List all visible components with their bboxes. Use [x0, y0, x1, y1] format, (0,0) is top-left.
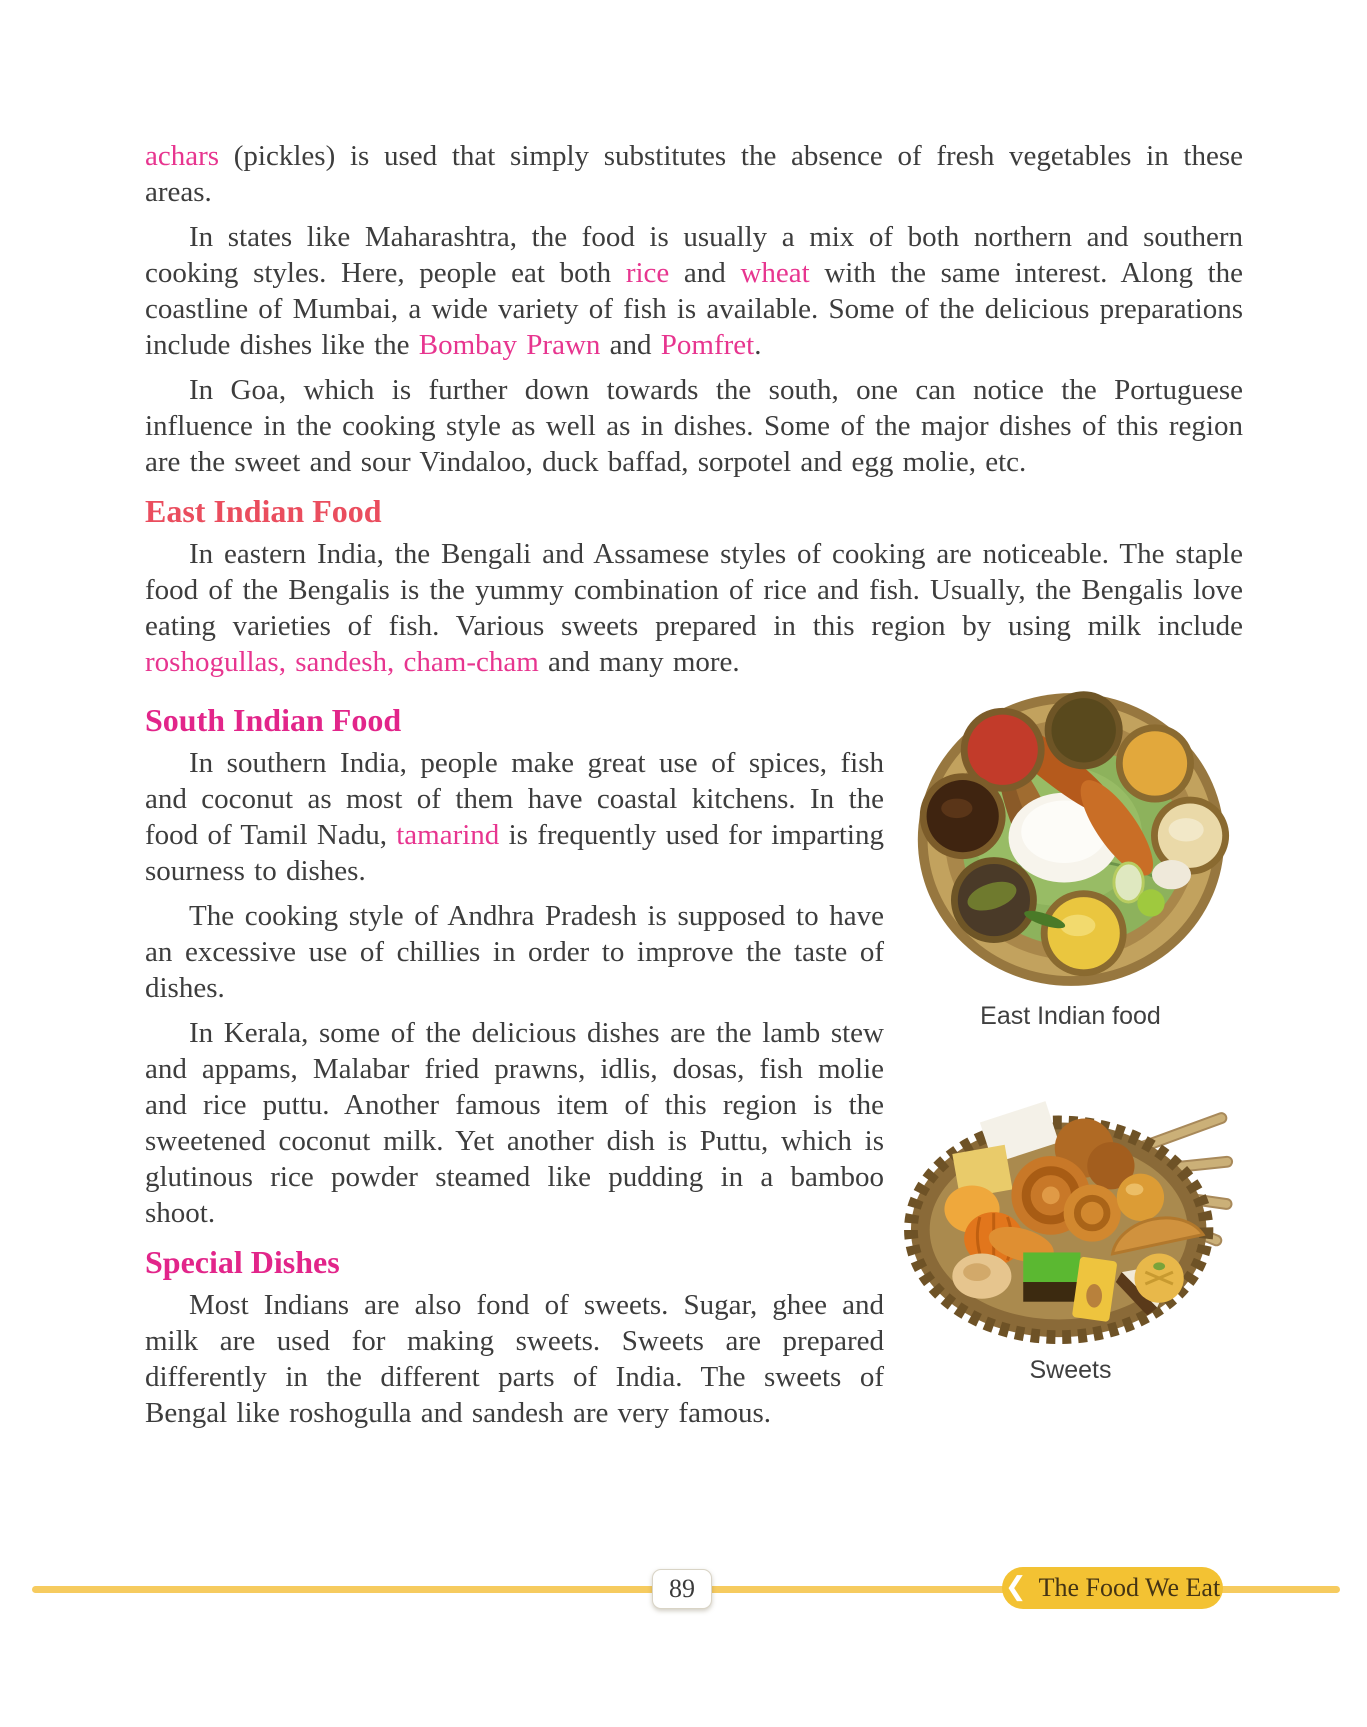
page-body-text [145, 138, 1243, 1440]
highlighted-term-tamarind: tamarind [396, 819, 500, 851]
paragraph-maharashtra [145, 219, 1243, 363]
text-run: is frequently used for imparting sourness to dishes. [145, 819, 884, 887]
sweets-plate-image [901, 1087, 1241, 1348]
wrapped-text-column [145, 689, 884, 1440]
section-heading-east-indian-food: East Indian Food [145, 493, 382, 529]
highlighted-term-wheat: wheat [740, 257, 810, 289]
paragraph-sweets: Most Indians are also fond of sweets. Sugar, ghee and milk are used for making sweets. Sweets are prepared differently in the different parts of India. The sweets of Bengal like roshogulla and sandesh are very famous. [145, 1289, 884, 1429]
text-run: and [669, 257, 741, 289]
paragraph-eastern-india [145, 536, 1243, 680]
highlighted-term-bengali-sweets: roshogullas, sandesh, cham-cham [145, 646, 539, 678]
page-number-badge [652, 1569, 712, 1609]
text-run: (pickles) is used that simply substitutes the absence of fresh vegetables in these areas. [145, 140, 1243, 208]
text-run: . [754, 329, 762, 361]
text-run: In southern India, people make great use of spices, fish and coconut as most of them have coastal kitchens. In the food of Tamil Nadu, [145, 747, 884, 851]
section-heading-special-dishes: Special Dishes [145, 1244, 340, 1280]
figure-caption-sweets: Sweets [1029, 1356, 1112, 1384]
text-run: and many more. [538, 646, 740, 678]
section-heading-south-indian-food: South Indian Food [145, 702, 402, 738]
text-run: and [600, 329, 661, 361]
east-indian-thali-image [910, 689, 1232, 994]
figure-caption-east-indian-food: East Indian food [980, 1002, 1161, 1030]
paragraph-goa: In Goa, which is further down towards the south, one can notice the Portuguese influence in the cooking style as well as in dishes. Some of the major dishes of this region are the sweet and sour Vindaloo, duck baffad, sorpotel and egg molie, etc. [145, 374, 1243, 478]
paragraph-achars [145, 138, 1243, 210]
text-and-figures-row [145, 689, 1243, 1440]
text-run: with the same interest. Along the coastline of Mumbai, a wide variety of fish is available. Some of the delicious preparations include dishes like the [145, 257, 1244, 361]
highlighted-term-bombay-prawn: Bombay Prawn [418, 329, 601, 361]
chapter-title-label: The Food We Eat [1038, 1573, 1221, 1602]
paragraph-southern-india [145, 745, 884, 889]
figure-sweets [901, 1087, 1241, 1385]
text-run: In eastern India, the Bengali and Assamese styles of cooking are noticeable. The staple food of the Bengalis is the yummy combination of rice and fish. Usually, the Bengalis love eating varieties of fish. Various sweets prepared in this region by using milk include [145, 538, 1243, 642]
page-number: 89 [669, 1574, 695, 1603]
chevron-left-icon: ❮ [1004, 1572, 1027, 1602]
paragraph-kerala: In Kerala, some of the delicious dishes are the lamb stew and appams, Malabar fried prawns, idlis, dosas, fish molie and rice puttu. Another famous item of this region is the sweetened coconut milk. Yet another dish is Puttu, which is glutinous rice powder steamed like pudding in a bamboo shoot. [145, 1017, 884, 1229]
figure-column [898, 689, 1243, 1440]
highlighted-term-pomfret: Pomfret [660, 329, 755, 361]
figure-east-indian-food [910, 689, 1232, 1031]
text-run: In states like Maharashtra, the food is usually a mix of both northern and southern cooking styles. Here, people eat both [145, 221, 1243, 289]
highlighted-term-achars: achars [145, 140, 220, 172]
highlighted-term-rice: rice [625, 257, 670, 289]
chapter-badge[interactable] [1002, 1567, 1223, 1609]
paragraph-andhra-pradesh: The cooking style of Andhra Pradesh is supposed to have an excessive use of chillies in order to improve the taste of dishes. [145, 900, 884, 1004]
